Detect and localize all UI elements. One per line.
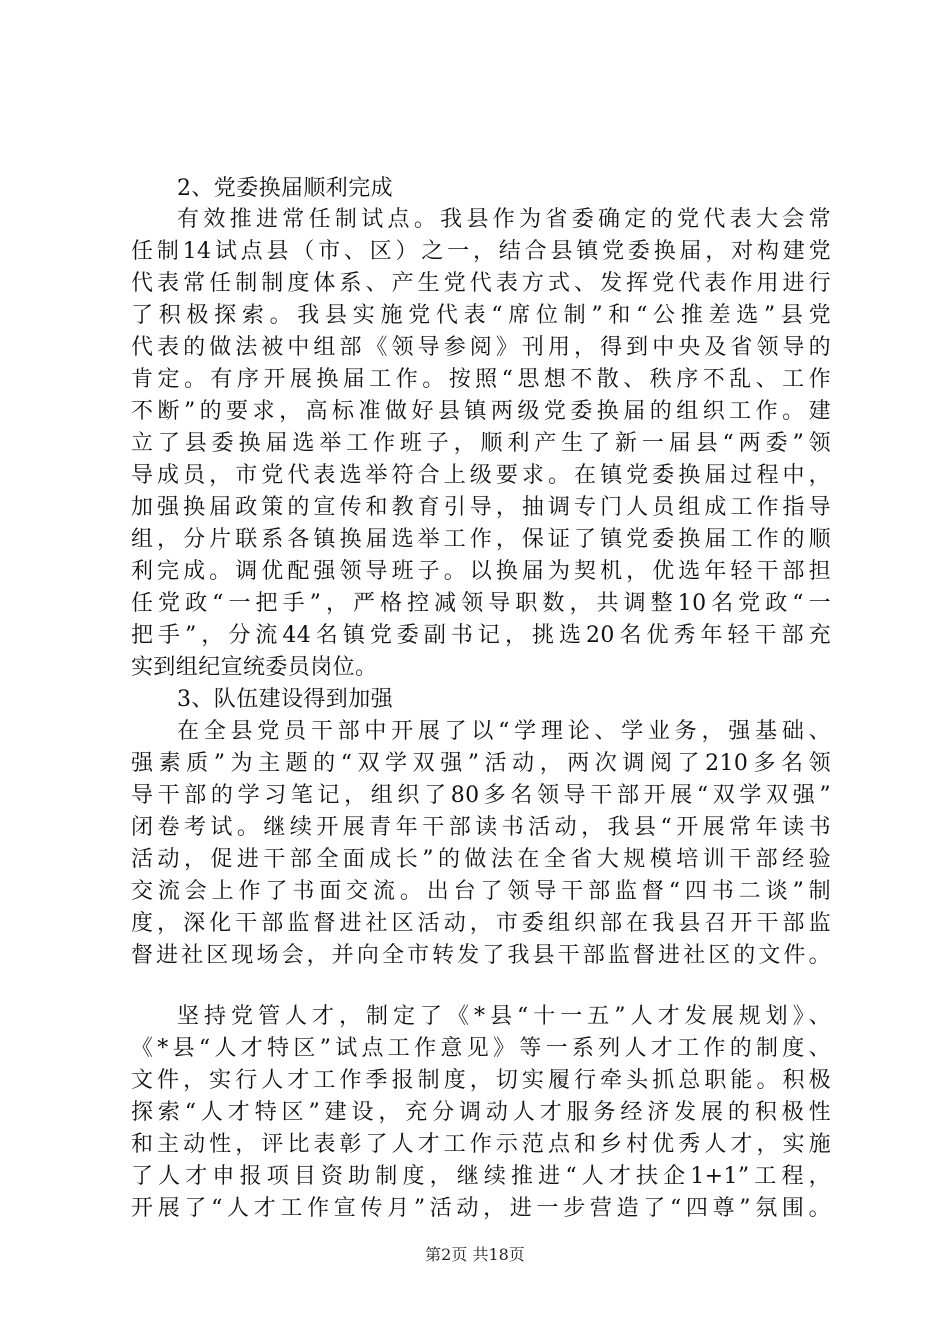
paragraph-line: 了人才申报项目资助制度，继续推进“人才扶企1+1”工程， (131, 1164, 831, 1189)
section-heading-2: 2、党委换届顺利完成 (177, 176, 393, 201)
paragraph-line: 立了县委换届选举工作班子，顺利产生了新一届县“两委”领 (131, 431, 831, 456)
paragraph-line: 导成员，市党代表选举符合上级要求。在镇党委换届过程中， (131, 463, 831, 488)
paragraph-line: 了积极探索。我县实施党代表“席位制”和“公推差选”县党 (131, 303, 831, 328)
paragraph-line: 把手”，分流44名镇党委副书记，挑选20名优秀年轻干部充 (131, 623, 831, 648)
paragraph-line: 和主动性，评比表彰了人才工作示范点和乡村优秀人才，实施 (131, 1132, 831, 1157)
paragraph-line: 导干部的学习笔记，组织了80多名领导干部开展“双学双强” (131, 783, 831, 808)
paragraph-line: 开展了“人才工作宣传月”活动，进一步营造了“四尊”氛围。 (131, 1196, 831, 1221)
paragraph-line: 坚持党管人才，制定了《*县“十一五”人才发展规划》、 (177, 1004, 831, 1029)
paragraph-line: 度，深化干部监督进社区活动，市委组织部在我县召开干部监 (131, 911, 831, 936)
section-heading-3: 3、队伍建设得到加强 (177, 687, 393, 712)
paragraph-line: 探索“人才特区”建设，充分调动人才服务经济发展的积极性 (131, 1100, 831, 1125)
page-number-footer: 第2页 共18页 (425, 1245, 525, 1264)
paragraph-line: 不断”的要求，高标准做好县镇两级党委换届的组织工作。建 (131, 399, 831, 424)
paragraph-line: 任制14试点县（市、区）之一，结合县镇党委换届，对构建党 (131, 239, 831, 264)
paragraph-line: 强素质”为主题的“双学双强”活动，两次调阅了210多名领 (131, 751, 831, 776)
paragraph-line: 肯定。有序开展换届工作。按照“思想不散、秩序不乱、工作 (131, 367, 831, 392)
paragraph-line: 代表常任制制度体系、产生党代表方式、发挥党代表作用进行 (131, 271, 831, 296)
paragraph-line: 利完成。调优配强领导班子。以换届为契机，优选年轻干部担 (131, 559, 831, 584)
paragraph-line: 有效推进常任制试点。我县作为省委确定的党代表大会常 (177, 207, 831, 232)
paragraph-line: 《*县“人才特区”试点工作意见》等一系列人才工作的制度、 (131, 1036, 831, 1061)
paragraph-line: 活动，促进干部全面成长”的做法在全省大规模培训干部经验 (131, 847, 831, 872)
paragraph-line: 在全县党员干部中开展了以“学理论、学业务，强基础、 (177, 719, 831, 744)
paragraph-line: 任党政“一把手”，严格控减领导职数，共调整10名党政“一 (131, 591, 831, 616)
paragraph-line: 督进社区现场会，并向全市转发了我县干部监督进社区的文件。 (131, 943, 831, 968)
paragraph-line: 实到组纪宣统委员岗位。 (131, 655, 378, 680)
paragraph-line: 代表的做法被中组部《领导参阅》刊用，得到中央及省领导的 (131, 335, 831, 360)
paragraph-line: 交流会上作了书面交流。出台了领导干部监督“四书二谈”制 (131, 879, 831, 904)
paragraph-line: 文件，实行人才工作季报制度，切实履行牵头抓总职能。积极 (131, 1068, 831, 1093)
paragraph-line: 加强换届政策的宣传和教育引导，抽调专门人员组成工作指导 (131, 495, 831, 520)
paragraph-line: 闭卷考试。继续开展青年干部读书活动，我县“开展常年读书 (131, 815, 831, 840)
paragraph-line: 组，分片联系各镇换届选举工作，保证了镇党委换届工作的顺 (131, 527, 831, 552)
